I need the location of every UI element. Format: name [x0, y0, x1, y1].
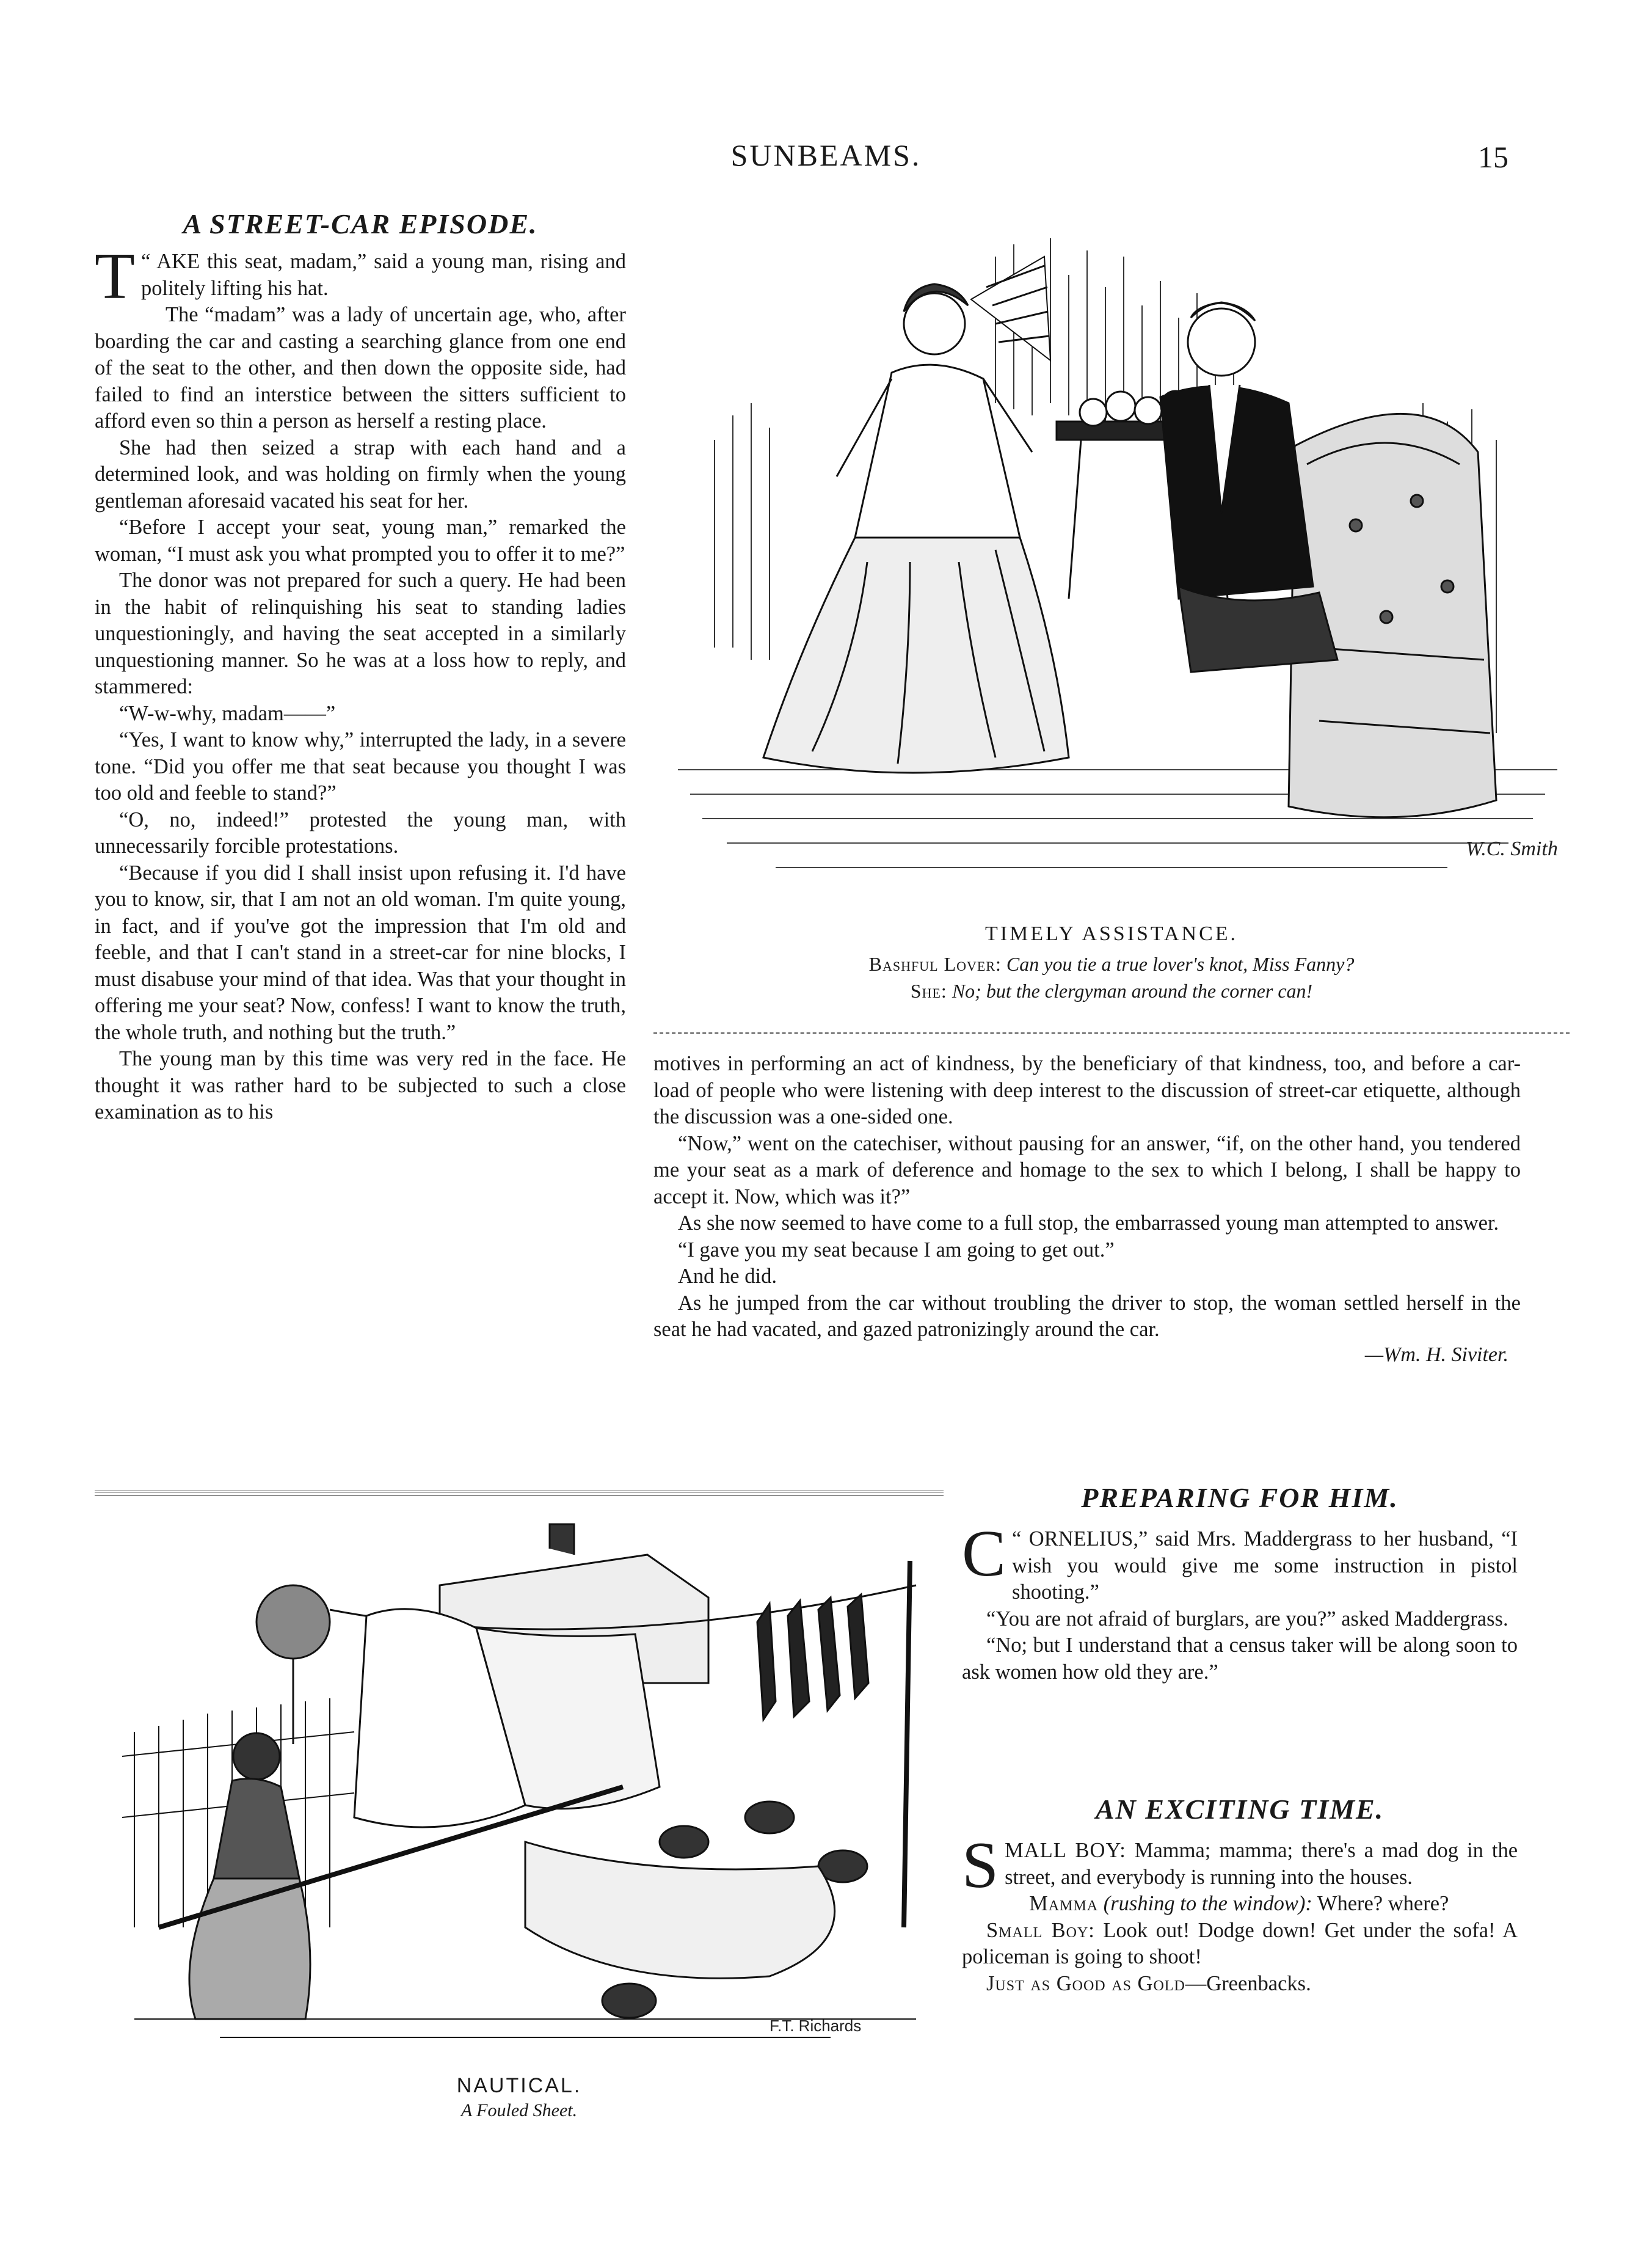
nautical-caption-block — [98, 2074, 941, 2121]
author-signature: —Wm. H. Siviter. — [1364, 1343, 1508, 1366]
speaker-she: She: — [910, 980, 947, 1002]
street-car-continuation — [653, 1051, 1521, 1367]
timely-dialogue-1 — [653, 951, 1570, 977]
exciting-time-story — [962, 1793, 1518, 1997]
timely-line-1: Can you tie a true lover's knot, Miss Fanny? — [1006, 953, 1355, 975]
street-car-paragraph-2: The “madam” was a lady of uncertain age, who, after boarding the car and casting a searching glance from one end of the seat to the other, and then down the opposite side, had failed to find an interstice between the sitters sufficient to afford even so thin a person as herself a resting place. — [95, 303, 626, 433]
nautical-illustration — [98, 1500, 941, 2068]
street-car-story — [95, 208, 626, 1126]
preparing-paragraph-1: C “ ORNELIUS,” said Mrs. Maddergrass to her husband, “I wish you would give me some instruction in pistol shooting.” — [962, 1517, 1518, 1604]
divider-rule — [653, 1032, 1570, 1034]
courting-couple-engraving — [653, 220, 1570, 910]
street-car-continuation-6: As he jumped from the car without troubling the driver to stop, the woman settled herself in the seat he had vacated, and gazed patronizingly around the car. — [653, 1291, 1521, 1341]
drop-cap: C — [962, 1517, 1006, 1590]
nautical-caption: NAUTICAL. — [456, 2074, 582, 2097]
drop-cap: S — [962, 1829, 999, 1902]
nautical-artist-signature: F.T. Richards — [770, 2017, 862, 2035]
preparing-paragraph-3: “No; but I understand that a census taker will be along soon to ask women how old they are.” — [962, 1634, 1518, 1684]
street-car-continuation-4: “I gave you my seat because I am going to get out.” — [678, 1238, 1115, 1262]
exciting-paragraph-1: SMALL BOY: Mamma; mamma; there's a mad dog in the street, and everybody is running into the houses. — [962, 1829, 1518, 1902]
page-header-title: SUNBEAMS. — [730, 138, 922, 172]
street-car-paragraph-10: The young man by this time was very red in the face. He thought it was rather hard to be subjected to such a close examination as to his — [95, 1047, 626, 1123]
timely-dialogue-2 — [653, 977, 1570, 1004]
laundry-line-engraving — [98, 1500, 941, 2068]
timely-artist-signature: W.C. Smith — [1466, 838, 1558, 860]
exciting-paragraph-2: Mamma (rushing to the window): Where? where? — [1029, 1892, 1449, 1915]
street-car-paragraph-8: “O, no, indeed!” protested the young man, with unnecessarily forcible protestations. — [95, 808, 626, 858]
timely-assistance-caption-block — [653, 922, 1570, 1004]
nautical-subcaption: A Fouled Sheet. — [460, 2100, 578, 2120]
timely-assistance-illustration — [653, 220, 1570, 910]
section-divider — [95, 1491, 944, 1496]
street-car-continuation-3: As she now seemed to have come to a full stop, the embarrassed young man attempted to answer. — [678, 1211, 1499, 1235]
timely-assistance-caption: TIMELY ASSISTANCE. — [984, 922, 1239, 945]
exciting-title: AN EXCITING TIME. — [1095, 1794, 1385, 1825]
street-car-paragraph-6: “W-w-why, madam——” — [119, 701, 336, 725]
exciting-paragraph-3: Small Boy: Look out! Dodge down! Get under the sofa! A policeman is going to shoot! — [962, 1918, 1518, 1968]
street-car-paragraph-4: “Before I accept your seat, young man,” remarked the woman, “I must ask you what prompted you to offer it to me?” — [95, 516, 626, 566]
street-car-continuation-5: And he did. — [678, 1265, 777, 1288]
street-car-paragraph-3: She had then seized a strap with each hand and a determined look, and was holding on firmly when the young gentleman aforesaid vacated his seat for her. — [95, 436, 626, 513]
street-car-paragraph-5: The donor was not prepared for such a query. He had been in the habit of relinquishing his seat to standing ladies unquestioningly, and having the seat accepted in a similarly unquestioning manner. So he was at a loss how to reply, and stammered: — [95, 569, 626, 698]
preparing-title: PREPARING FOR HIM. — [1081, 1482, 1399, 1513]
preparing-paragraph-2: “You are not afraid of burglars, are you?” asked Maddergrass. — [986, 1607, 1508, 1630]
page-number: 15 — [1478, 140, 1508, 174]
street-car-title: A STREET-CAR EPISODE. — [183, 208, 538, 239]
greenbacks-joke: Just as Good as Gold—Greenbacks. — [986, 1971, 1311, 1995]
drop-cap: T — [95, 240, 135, 313]
street-car-continuation-1: motives in performing an act of kindness, by the beneficiary of that kindness, too, and before a car-load of people who were listening with deep interest to the discussion of street-car etiquette, although the discussion was a one-sided one. — [653, 1052, 1521, 1128]
street-car-paragraph-7: “Yes, I want to know why,” interrupted the lady, in a severe tone. “Did you offer me that seat because you thought I was too old and feeble to stand?” — [95, 728, 626, 805]
timely-line-2: No; but the clergyman around the corner can! — [952, 980, 1313, 1002]
street-car-continuation-2: “Now,” went on the catechiser, without pausing for an answer, “if, on the other hand, you tendered me your seat as a mark of deference and homage to the sex to which I belong, I shall be happy to accept it. Now, which was it?” — [653, 1131, 1521, 1208]
speaker-bashful-lover: Bashful Lover: — [868, 953, 1002, 975]
preparing-for-him-story — [962, 1481, 1518, 1685]
street-car-paragraph-1: T “ AKE this seat, madam,” said a young man, rising and politely lifting his hat. — [95, 240, 626, 313]
street-car-paragraph-9: “Because if you did I shall insist upon refusing it. I'd have you to know, sir, that I am not an old woman. I'm quite young, in fact, and if you've got the impression that I'm old and feeble, and that I can't stand in a street-car for nine blocks, I must disabuse your mind of that idea. Was that your thought in offering me your seat? Now, confess! I want to know the truth, the whole truth, and nothing but the truth.” — [95, 861, 626, 1044]
